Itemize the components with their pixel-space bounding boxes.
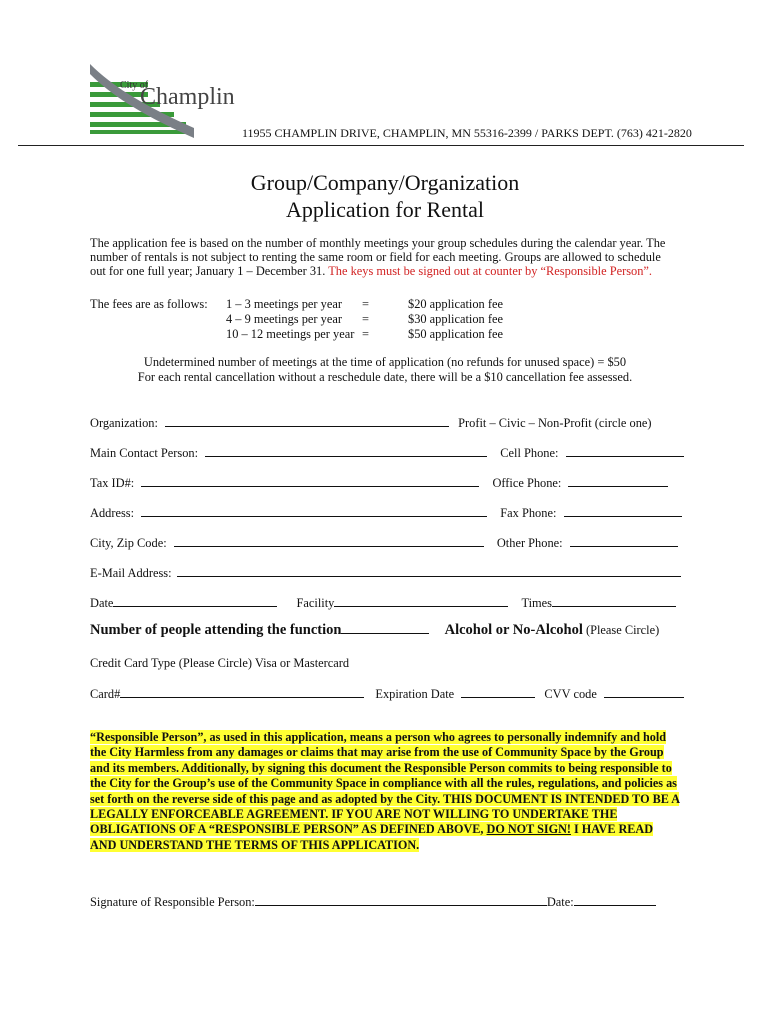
signature-line[interactable]	[255, 894, 547, 906]
fee-row-equals: =	[362, 297, 369, 311]
signature-date-label: Date:	[546, 895, 574, 909]
attendance-row	[90, 622, 659, 639]
signature-date-line[interactable]	[574, 894, 656, 906]
people-attending-line[interactable]	[341, 622, 429, 634]
fee-row-equals: =	[362, 312, 369, 326]
cell-phone-label: Cell Phone:	[500, 446, 559, 460]
credit-card-type: Credit Card Type (Please Circle) Visa or Mastercard	[90, 656, 350, 670]
title-line-2: Application for Rental	[286, 197, 484, 222]
fee-row-amount: $50 application fee	[408, 327, 503, 341]
fax-phone-label: Fax Phone:	[500, 506, 557, 520]
title-line-1: Group/Company/Organization	[250, 170, 520, 195]
address-row	[90, 505, 682, 521]
intro-keys-note: The keys must be signed out at counter by “Responsible Person”.	[328, 264, 653, 278]
times-line[interactable]	[552, 595, 676, 607]
address-label: Address:	[90, 506, 135, 520]
intro-line-1: The application fee is based on the number of monthly meetings your group schedules during the calendar year. The	[90, 236, 666, 250]
alcohol-label: Alcohol or No-Alcohol	[444, 622, 583, 638]
email-line[interactable]	[177, 565, 681, 577]
other-phone-label: Other Phone:	[496, 536, 563, 550]
expiration-label: Expiration Date	[375, 687, 455, 701]
other-phone-line[interactable]	[570, 535, 678, 547]
organization-line[interactable]	[165, 415, 449, 427]
city-zip-row	[90, 535, 678, 551]
card-label: Card#	[90, 687, 121, 701]
signature-row	[90, 894, 656, 910]
email-row	[90, 565, 681, 581]
logo-champlin-text: Champlin	[140, 84, 235, 110]
notice-text: “Responsible Person”, as used in this application, means a person who agrees to personally indemnify and hold the City Harmless from any damages or claims that may arise from the use of Community Space by the Group and its members. Additionally, by signing this document the Responsible Person commits to being responsible to the City for the Group’s use of the Community Space in compliance with all the rules, regulations, and policies as set forth on the reverse side of this page and as adopted by the City. THIS DOCUMENT IS INTENDED TO BE A LEGALLY ENFORCEABLE AGREEMENT. IF YOU ARE NOT WILLING TO UNDERTAKE THE OBLIGATIONS OF A “RESPONSIBLE PERSON” AS DEFINED ABOVE,	[90, 730, 680, 837]
email-label: E-Mail Address:	[90, 566, 172, 580]
intro-paragraph	[90, 236, 690, 278]
organization-label: Organization:	[90, 416, 158, 430]
fee-row-amount: $30 application fee	[408, 312, 503, 326]
date-label: Date	[90, 596, 114, 610]
facility-line[interactable]	[334, 595, 508, 607]
cvv-line[interactable]	[604, 686, 684, 698]
fee-row-meetings: 1 – 3 meetings per year	[226, 297, 342, 311]
responsible-person-notice	[90, 730, 680, 853]
expiration-line[interactable]	[461, 686, 535, 698]
do-not-sign-text: DO NOT SIGN!	[486, 822, 571, 837]
city-zip-label: City, Zip Code:	[90, 536, 167, 550]
office-phone-label: Office Phone:	[492, 476, 562, 490]
fees-equals-column	[362, 297, 369, 342]
date-line[interactable]	[113, 595, 277, 607]
intro-line-2: number of rentals is not subject to renting the same room or field for each meeting. Groups are allowed to schedule	[90, 250, 661, 264]
org-type-label: Profit – Civic – Non-Profit (circle one)	[458, 416, 652, 430]
tax-id-row	[90, 475, 668, 491]
main-contact-row	[90, 445, 684, 461]
card-row	[90, 686, 684, 702]
fax-phone-line[interactable]	[564, 505, 682, 517]
logo-city-of-text: City of	[120, 80, 149, 91]
address-line[interactable]	[141, 505, 487, 517]
fee-row-meetings: 4 – 9 meetings per year	[226, 312, 342, 326]
notice-acknowledgement: I HAVE READ AND UNDERSTAND THE TERMS OF THIS APPLICATION.	[90, 822, 654, 852]
fee-row-amount: $20 application fee	[408, 297, 503, 311]
city-zip-line[interactable]	[174, 535, 484, 547]
cancellation-fee-note: For each rental cancellation without a reschedule date, there will be a $10 cancellation fee assessed.	[137, 370, 633, 384]
times-label: Times	[521, 596, 553, 610]
header-rule	[18, 145, 744, 146]
people-attending-label: Number of people attending the function	[90, 622, 342, 638]
fees-meetings-column	[226, 297, 354, 342]
card-number-line[interactable]	[120, 686, 364, 698]
intro-line-3: out for one full year; January 1 – December 31.	[90, 264, 329, 278]
fee-notes	[0, 355, 770, 385]
undetermined-fee-note: Undetermined number of meetings at the time of application (no refunds for unused space) = $50	[143, 355, 627, 369]
tax-id-line[interactable]	[141, 475, 479, 487]
facility-label: Facility	[296, 596, 335, 610]
fees-amount-column	[408, 297, 503, 342]
main-contact-line[interactable]	[205, 445, 487, 457]
office-phone-line[interactable]	[568, 475, 668, 487]
fee-row-equals: =	[362, 327, 369, 341]
fee-row-meetings: 10 – 12 meetings per year	[226, 327, 355, 341]
organization-row	[90, 415, 652, 431]
main-contact-label: Main Contact Person:	[90, 446, 199, 460]
signature-label: Signature of Responsible Person:	[90, 895, 255, 909]
tax-id-label: Tax ID#:	[90, 476, 135, 490]
fees-label: The fees are as follows:	[90, 297, 208, 311]
date-facility-times-row	[90, 595, 676, 611]
cell-phone-line[interactable]	[566, 445, 684, 457]
cvv-label: CVV code	[544, 687, 597, 701]
please-circle-label: (Please Circle)	[582, 623, 660, 637]
header-address: 11955 CHAMPLIN DRIVE, CHAMPLIN, MN 55316-2399 / PARKS DEPT. (763) 421-2820	[242, 126, 692, 140]
